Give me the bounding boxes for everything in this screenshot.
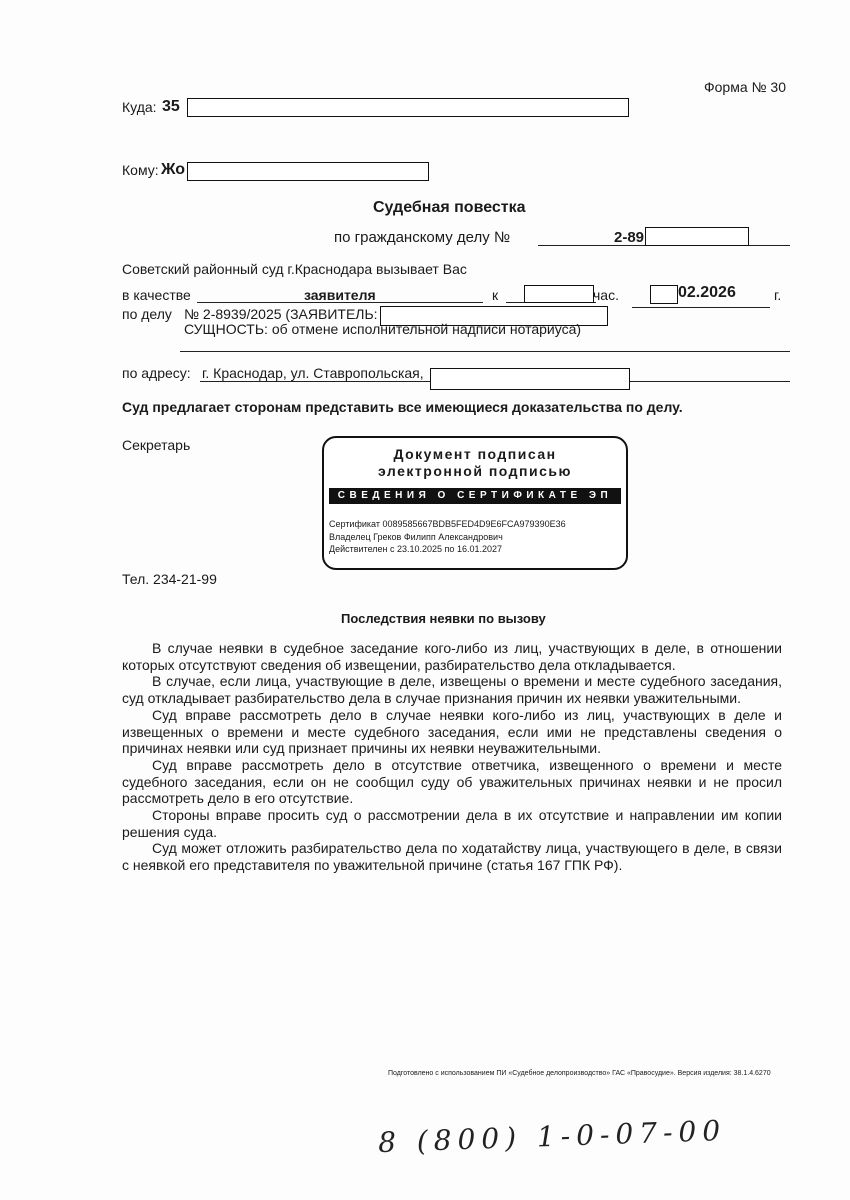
to-label: к — [492, 287, 499, 303]
case-line-label: по гражданскому делу № — [334, 229, 511, 246]
year-suffix: г. — [774, 287, 782, 303]
redaction-box — [430, 368, 630, 390]
case-label: по делу — [122, 306, 172, 322]
document-title: Судебная повестка — [373, 199, 526, 216]
consequences-title: Последствия неявки по вызову — [341, 611, 546, 626]
redaction-box — [524, 285, 594, 303]
form-number: Форма № 30 — [704, 79, 786, 95]
electronic-signature-stamp — [322, 436, 628, 570]
stamp-owner: Владелец Греков Филипп Александрович — [329, 531, 503, 542]
paragraph: В случае неявки в судебное заседание кого-либо из лиц, участвующих в деле, в отношении которых отсутствуют сведения об извещении, разбирательство дела откладывается. — [122, 640, 782, 673]
redaction-box — [645, 227, 749, 246]
stamp-header: СВЕДЕНИЯ О СЕРТИФИКАТЕ ЭП — [329, 488, 621, 504]
underline — [632, 307, 770, 308]
case-essence: СУЩНОСТЬ: об отмене исполнительной надписи нотариуса) — [184, 321, 582, 337]
case-number-visible: 2-89 — [614, 229, 645, 246]
to-person-label: Кому: — [122, 162, 159, 178]
paragraph: В случае, если лица, участвующие в деле, извещены о времени и месте судебного заседания, суд откладывает разбирательство дела в случае признания причин их неявки уважительными. — [122, 673, 782, 707]
hearing-date: 02.2026 — [678, 284, 736, 301]
redaction-box — [187, 98, 629, 117]
paragraph: Суд вправе рассмотреть дело в отсутствие ответчика, извещенного о времени и месте судебного заседания, если он не сообщил суду об уважительных причинах неявки и не просил рассмотреть дело в его отсутствие. — [122, 756, 782, 807]
handwritten-phone: 8 (800) 1-0-07-00 — [377, 1113, 727, 1160]
to-address-label: Куда: — [122, 99, 157, 115]
underline — [180, 351, 790, 352]
role-value: заявителя — [304, 287, 376, 303]
stamp-validity: Действителен с 23.10.2025 по 16.01.2027 — [329, 544, 502, 554]
consequences-text — [122, 640, 782, 874]
stamp-line-1: Документ подписан — [393, 446, 557, 462]
paragraph: Стороны вправе просить суд о рассмотрении дела в их отсутствие и направлении им копии решения суда. — [122, 807, 782, 840]
redaction-box — [187, 162, 429, 181]
to-address-value: 35 — [162, 98, 180, 115]
stamp-certificate: Сертификат 0089585667BDB5FED4D9E6FCA979390E36 — [329, 519, 566, 529]
phone: Тел. 234-21-99 — [122, 571, 217, 587]
address-label: по адресу: — [122, 365, 191, 381]
paragraph: Суд может отложить разбирательство дела по ходатайству лица, участвующего в деле, в связи с неявкой его представителя по уважительной причине (статья 167 ГПК РФ). — [122, 840, 782, 874]
to-person-value: Жо — [161, 161, 186, 178]
role-label: в качестве — [122, 287, 191, 303]
hours-label: час. — [593, 287, 619, 303]
case-number: № 2-8939/2025 (ЗАЯВИТЕЛЬ: — [184, 306, 378, 322]
redaction-box — [650, 285, 678, 304]
stamp-line-2: электронной подписью — [378, 463, 572, 479]
secretary-label: Секретарь — [122, 437, 191, 453]
footer-note: Подготовлено с использованием ПИ «Судебное делопроизводство» ГАС «Правосудие». Версия изделия: 38.1.4.6270 — [388, 1070, 771, 1077]
court-summons: Советский районный суд г.Краснодара вызывает Вас — [122, 261, 467, 277]
evidence-notice: Суд предлагает сторонам представить все имеющиеся доказательства по делу. — [122, 399, 683, 415]
address-value: г. Краснодар, ул. Ставропольская, — [202, 365, 424, 381]
paragraph: Суд вправе рассмотреть дело в случае неявки кого-либо из лиц, участвующих в деле и извещенных о времени и месте судебного заседания, если ими не представлены сведения о причинах неявки или суд признает причины их неявки неуважительными. — [122, 706, 782, 757]
